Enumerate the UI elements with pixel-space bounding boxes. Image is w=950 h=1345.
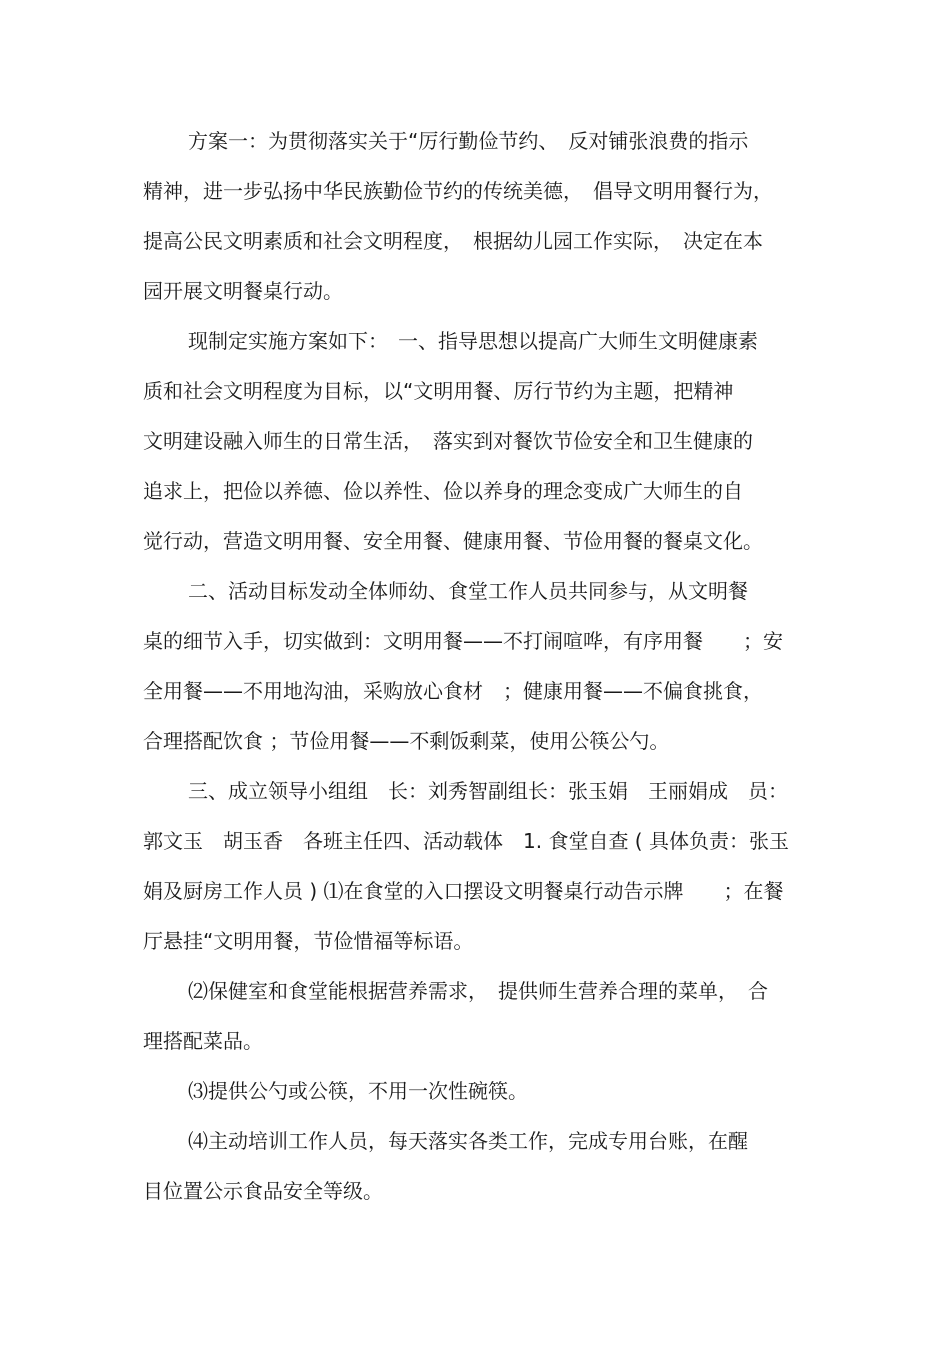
paragraph-4-line-1: 三、成立领导小组组 长：刘秀智副组长：张玉娟 王丽娟成 员：: [188, 779, 788, 803]
paragraph-7-line-2: 目位置公示食品安全等级。: [143, 1179, 383, 1203]
paragraph-3-line-2: 桌的细节入手，切实做到：文明用餐——不打闹喧哗，有序用餐 ；安: [143, 629, 783, 653]
paragraph-7-line-1: ⑷主动培训工作人员，每天落实各类工作，完成专用台账，在醒: [188, 1129, 748, 1153]
paragraph-2-line-2: 质和社会文明程度为目标，以“文明用餐、厉行节约为主题，把精神: [143, 379, 734, 403]
paragraph-2-line-5: 觉行动，营造文明用餐、安全用餐、健康用餐、节俭用餐的餐桌文化。: [143, 529, 763, 553]
paragraph-6-line-1: ⑶提供公勺或公筷，不用一次性碗筷。: [188, 1079, 528, 1103]
paragraph-2-line-1: 现制定实施方案如下： 一、指导思想以提高广大师生文明健康素: [188, 329, 758, 353]
paragraph-1-line-4: 园开展文明餐桌行动。: [143, 279, 343, 303]
paragraph-1-line-3: 提高公民文明素质和社会文明程度， 根据幼儿园工作实际， 决定在本: [143, 229, 763, 253]
paragraph-5-line-1: ⑵保健室和食堂能根据营养需求， 提供师生营养合理的菜单， 合: [188, 979, 768, 1003]
paragraph-2-line-4: 追求上，把俭以养德、俭以养性、俭以养身的理念变成广大师生的自: [143, 479, 743, 503]
paragraph-3-line-3: 全用餐——不用地沟油，采购放心食材 ；健康用餐——不偏食挑食，: [143, 679, 763, 703]
paragraph-3-line-1: 二、活动目标发动全体师幼、食堂工作人员共同参与，从文明餐: [188, 579, 748, 603]
paragraph-4-line-2: 郭文玉 胡玉香 各班主任四、活动载体 1. 食堂自查 ( 具体负责：张玉: [143, 829, 789, 853]
paragraph-2-line-3: 文明建设融入师生的日常生活， 落实到对餐饮节俭安全和卫生健康的: [143, 429, 753, 453]
paragraph-1-line-1: 方案一：为贯彻落实关于“厉行勤俭节约、 反对铺张浪费的指示: [188, 129, 749, 153]
paragraph-1-line-2: 精神，进一步弘扬中华民族勤俭节约的传统美德， 倡导文明用餐行为，: [143, 179, 773, 203]
paragraph-4-line-3: 娟及厨房工作人员 ) ⑴在食堂的入口摆设文明餐桌行动告示牌 ；在餐: [143, 879, 784, 903]
paragraph-5-line-2: 理搭配菜品。: [143, 1029, 263, 1053]
paragraph-3-line-4: 合理搭配饮食 ；节俭用餐——不剩饭剩菜，使用公筷公勺。: [143, 729, 670, 753]
paragraph-4-line-4: 厅悬挂“文明用餐，节俭惜福等标语。: [143, 929, 474, 953]
